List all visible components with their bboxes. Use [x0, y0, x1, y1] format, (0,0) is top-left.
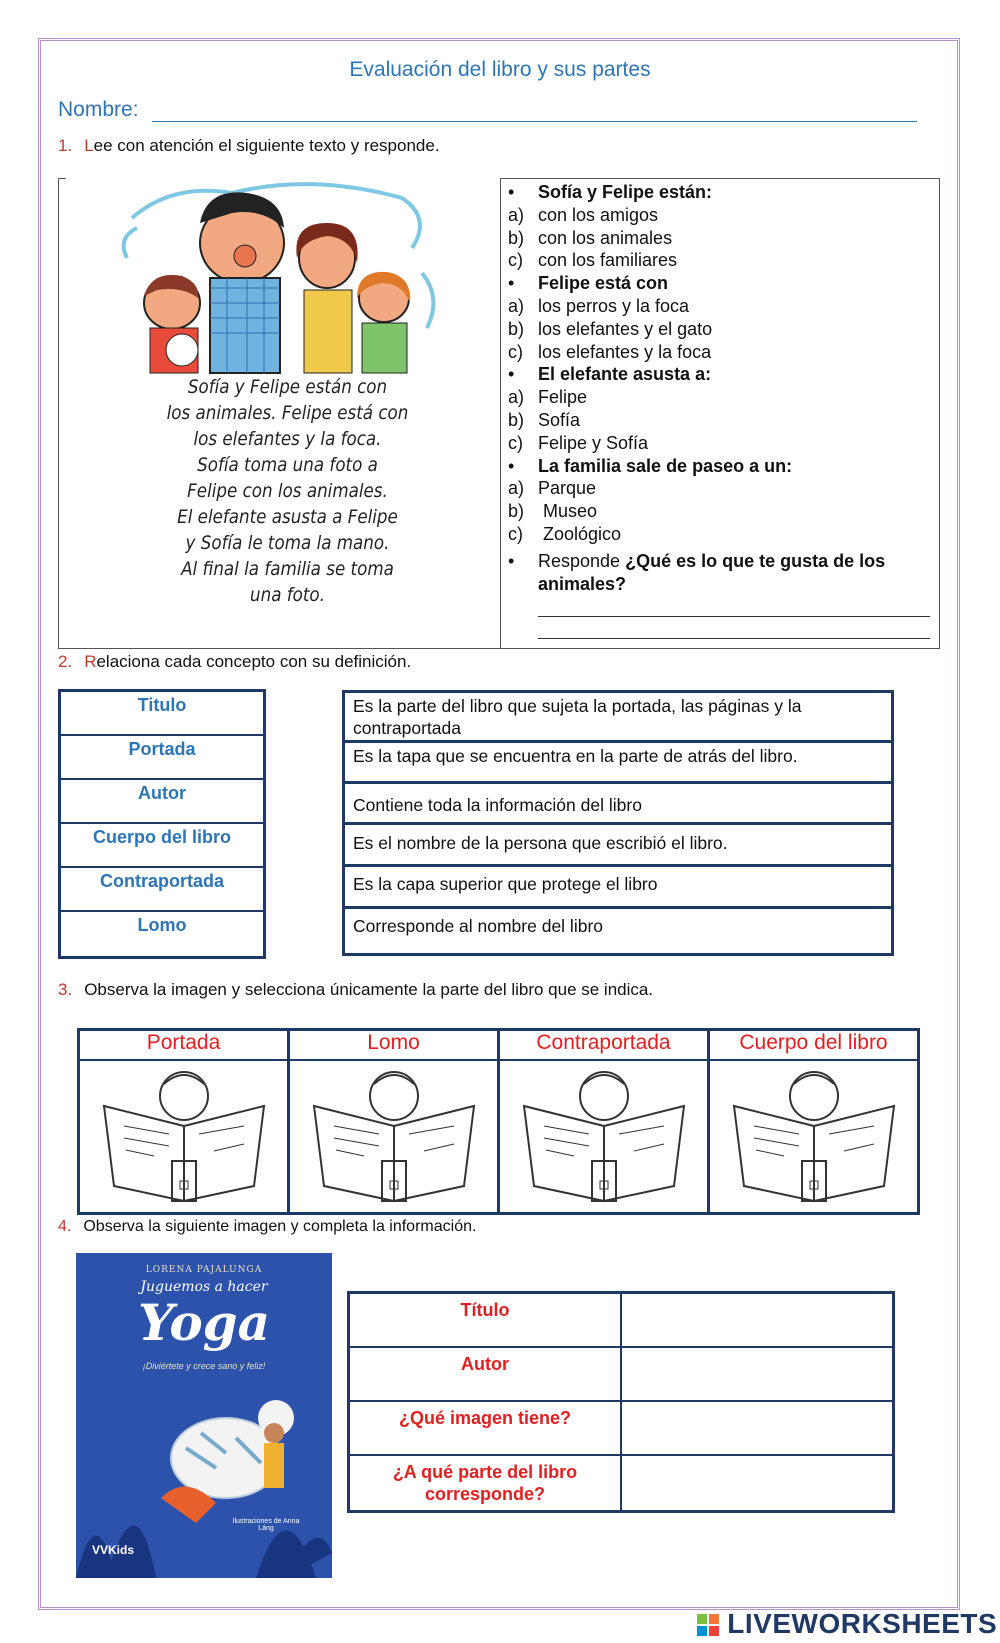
story-line: Felipe con los animales.	[187, 480, 388, 502]
yoga-book-cover	[76, 1253, 332, 1578]
answer-cell[interactable]	[622, 1402, 892, 1454]
row-label: Título	[350, 1294, 622, 1346]
concepts-column	[58, 689, 266, 959]
answer-line[interactable]	[538, 595, 930, 617]
story-line: y Sofía le toma la mano.	[185, 532, 390, 554]
answer-option[interactable]: a) Parque	[508, 478, 597, 499]
answer-cell[interactable]	[622, 1456, 892, 1510]
story-line: Al final la familia se toma	[181, 558, 394, 580]
reading-child-image[interactable]	[500, 1061, 707, 1211]
book-part-header: Cuerpo del libro	[710, 1031, 917, 1061]
book-part-header: Lomo	[290, 1031, 497, 1061]
section3-instruction: 3. Observa la imagen y selecciona únicamente la parte del libro que se indica.	[58, 980, 654, 999]
concept-item[interactable]: Cuerpo del libro	[61, 824, 263, 868]
book-part-header: Portada	[80, 1031, 287, 1061]
reader-icon	[94, 1066, 274, 1206]
question-heading: • El elefante asusta a:	[508, 364, 712, 385]
section2-instruction: 2. Relaciona cada concepto con su definición.	[58, 652, 412, 671]
logo-icon	[697, 1614, 719, 1636]
row-label: ¿Qué imagen tiene?	[350, 1402, 622, 1454]
book-part-option[interactable]	[290, 1031, 500, 1212]
section1-divider	[500, 178, 501, 649]
cover-subtitle: Juguemos a hacer	[140, 1279, 268, 1295]
definition-item[interactable]: Contiene toda la información del libro	[345, 784, 891, 825]
question-list	[508, 181, 938, 639]
story-text	[140, 374, 435, 608]
question-heading: • Sofía y Felipe están:	[508, 182, 713, 202]
concept-item[interactable]: Autor	[61, 780, 263, 824]
reader-icon	[724, 1066, 904, 1206]
table-row	[350, 1348, 892, 1402]
reader-icon	[304, 1066, 484, 1206]
answer-option[interactable]: c) Zoológico	[508, 523, 622, 544]
family-illustration	[112, 178, 442, 378]
nombre-input[interactable]	[152, 121, 917, 122]
reading-child-image[interactable]	[80, 1061, 287, 1211]
story-line: Sofía y Felipe están con	[187, 376, 388, 398]
open-question: animales?	[538, 573, 627, 594]
reader-icon	[514, 1066, 694, 1206]
concept-item[interactable]: Lomo	[137, 915, 187, 935]
definition-item[interactable]: Es la tapa que se encuentra en la parte de atrás del libro.	[345, 743, 891, 784]
answer-line[interactable]	[538, 617, 930, 639]
nombre-label: Nombre:	[58, 98, 139, 121]
open-question: • Responde ¿Qué es lo que te gusta de los	[508, 550, 886, 571]
section1-instruction: 1. Lee con atención el siguiente texto y responde.	[58, 136, 440, 155]
answer-option[interactable]: b) Sofía	[508, 409, 581, 430]
story-line: El elefante asusta a Felipe	[177, 506, 398, 528]
definitions-column	[342, 690, 894, 956]
definition-item[interactable]: Es el nombre de la persona que escribió el libro.	[345, 825, 891, 867]
definition-item[interactable]: Corresponde al nombre del libro	[353, 916, 603, 936]
book-info-table	[347, 1291, 895, 1513]
answer-option[interactable]: b) Museo	[508, 501, 598, 522]
row-label: ¿A qué parte del libro corresponde?	[350, 1456, 622, 1510]
reading-child-image[interactable]	[710, 1061, 917, 1211]
concept-item[interactable]: Portada	[61, 736, 263, 780]
book-parts-table	[77, 1028, 920, 1215]
liveworksheets-logo	[697, 1608, 997, 1640]
footer-brand: LIVEWORKSHEETS	[727, 1608, 998, 1639]
table-row	[350, 1402, 892, 1456]
definition-item[interactable]: Es la parte del libro que sujeta la portada, las páginas y la contraportada	[345, 693, 891, 743]
definition-item[interactable]: Es la capa superior que protege el libro	[345, 867, 891, 909]
answer-option[interactable]: c) los elefantes y la foca	[508, 341, 712, 362]
question-heading: • La familia sale de paseo a un:	[508, 455, 793, 476]
answer-cell[interactable]	[622, 1294, 892, 1346]
reading-child-image[interactable]	[290, 1061, 497, 1211]
concept-item[interactable]: Contraportada	[61, 868, 263, 912]
answer-option[interactable]: a) con los amigos	[508, 204, 659, 225]
story-line: una foto.	[250, 584, 325, 606]
answer-option[interactable]: a) Felipe	[508, 387, 588, 408]
book-part-option[interactable]	[500, 1031, 710, 1212]
answer-cell[interactable]	[622, 1348, 892, 1400]
story-line: los animales. Felipe está con	[166, 402, 409, 424]
answer-option[interactable]: a) los perros y la foca	[508, 295, 690, 316]
story-line: los elefantes y la foca.	[193, 428, 382, 450]
answer-option[interactable]: b) los elefantes y el gato	[508, 318, 713, 339]
book-part-option[interactable]	[710, 1031, 917, 1212]
question-heading: • Felipe está con	[508, 273, 669, 294]
book-part-option[interactable]	[80, 1031, 290, 1212]
section4-instruction: 4. Observa la siguiente imagen y completa la información.	[58, 1218, 477, 1235]
page-title: Evaluación del libro y sus partes	[349, 58, 651, 81]
cover-illustrator: Ilustraciones de Anna Láng	[232, 1518, 300, 1532]
concept-item[interactable]: Titulo	[61, 692, 263, 736]
answer-option[interactable]: c) con los familiares	[508, 250, 678, 271]
story-line: Sofía toma una foto a	[197, 454, 378, 476]
cover-title: Yoga	[137, 1293, 271, 1352]
table-row	[350, 1294, 892, 1348]
answer-option[interactable]: b) con los animales	[508, 227, 673, 248]
answer-option[interactable]: c) Felipe y Sofía	[508, 432, 649, 453]
cover-publisher: VVKids	[92, 1543, 135, 1557]
row-label: Autor	[350, 1348, 622, 1400]
cover-author: LORENA PAJALUNGA	[145, 1265, 263, 1275]
table-row	[350, 1456, 892, 1510]
book-part-header: Contraportada	[500, 1031, 707, 1061]
cover-tagline: ¡Diviértete y crece sano y feliz!	[142, 1361, 266, 1371]
